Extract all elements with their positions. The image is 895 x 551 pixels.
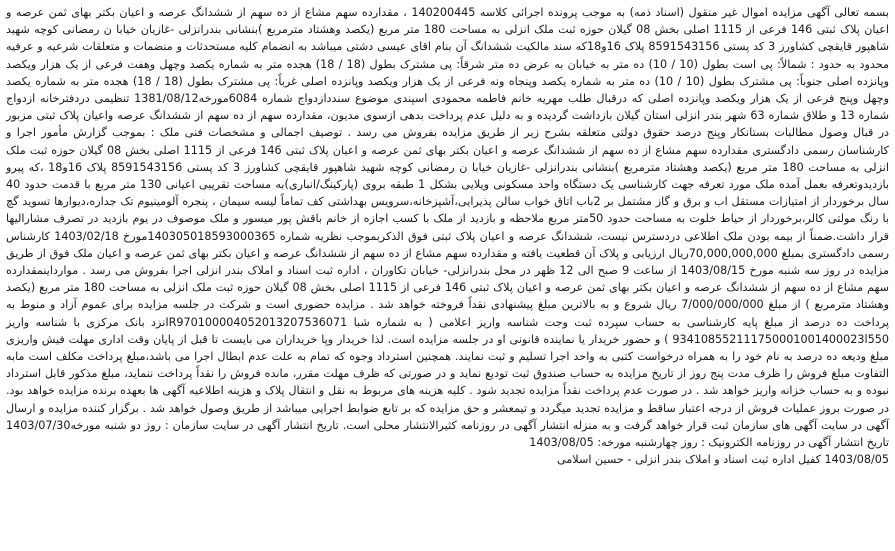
- notice-body-text: بسمه تعالی آگهی مزایده اموال غیر منقول (اسناد ذمه) به موجب پرونده اجرائی کلاسه 140200445 ، مقدارده سهم مشاع از ده سهم از ششدانگ عرصه و اعیان بکتر بهای ثمن عرصه و اعیان پلاک ثبتی 146 فرعی از 1115 اصلی بخش 08 گیلان حوزه ثبت ملک انزلی به مساحت 180 متر مربع (یکصد وهشتاد مترمربع )بنشانی بندرانزلی -غازیان خیابا ن رمضانی کوچه شهید شاهپور قایقچی کشاورز 3 کد پستی 8591543156 پلاک 16و18که سند مالکیت ششدانگ آن بنام اقای عیسی دشتی میباشد به انضمام کلیه مستحدثات و منضمات و متعلقات شرعیه و عرفیه محدود به حدود : شمالاً: پی است بطول (10 / 10) ده متر به خیابان به عرض ده متر شرقاً: پی مشترک بطول (18 / 18) هجده متر به شماره یکصد وچهل وهفت فرعی از یک هزار ویکصد وپانزده اصلی جنوباً: پی مشترک بطول (10 / 10) ده متر به شماره یکصد وپنجاه ونه فرعی از یک هزار ویکصد وپانزده اصلی غرباً: پی مشترک بطول (18 / 18) هجده متر به شماره یکصد وچهل وپنج فرعی از یک هزار ویکصد وپانزده اصلی که درقبال طلب مهریه خانم فاطمه محمودی اسپندی موضوع سنددازدواج شماره 6084مورخه1381/08/12 تنظیمی دردفترخانه ازدواج شماره 13 و طلاق شماره 63 شهر بندر انزلی استان گیلان بازداشت گردیده و به دلیل عدم پرداخت بدهی ازسوی مدیون، مقدارده سهم از ده سهم از ششدانگ عرصه واعیان پلاک ثبتی مزبور در قبال وصول مطالبات بستانکار وپنج درصد حقوق دولتی متعلقه بشرح زیر از طریق مزایده بفروش می رسد . توصیف اجمالی و مشخصات فنی ملک : بموجب گزارش مأمور اجرا و کارشناسان رسمی دادگستری مقدارده سهم مشاع از ده سهم از ششدانگ عرصه و اعیان بکتر بهای ثمن عرصه و اعیان پلاک ثبتی 146 فرعی از 1115 اصلی بخش 08 گیلان حوزه ثبت ملک انزلی به مساحت 180 متر مربع (یکصد وهشتاد مترمربع )بنشانی بندرانزلی -غازیان خیابا ن رمضانی کوچه شهید شاهپور قایقچی کشاورز 3 کد پستی 8591543156 پلاک 16و18 ،که پیرو بازدیدوتعرفه بعمل آمده ملک مورد تعرفه جهت کارشناسی یک دستگاه واحد مسکونی ویلایی بشکل 1 طبقه بروی (پارکینگ/انباری)به مساحت تقریبی اعیانی 130 متر مربع با قدمت حدود 40 سال برخوردار از امتیازات مستقل اب و برق و گاز مشتمل بر 2باب اتاق خواب سالن پذیرایی،آشپزخانه،سرویس بهداشتی کف تماماً لیسه سیمان ، پنجره آلومینیوم تک جداره،دیوارها تسوید گچ با رنگ مولتی کالر،برخوردار از حیاط خلوت به مساحت حدود 50متر مربع ملاحظه و بازدید از ملک با کسب اجازه از خانم باقش پور میسور و ملک موصوف در یوم بازدید در تصرف مشارالیها قرار داشت.ضمناً از بیمه بودن ملک اطلاعی دردسترس نیست، ششدانگ عرصه و اعیان پلاک ثبتی فوق الذکربموجب نظریه شماره 140305018593000365مورخ 1403/02/18 کارشناس رسمی دادگستری بمبلغ 70,000,000,000ریال ارزیابی و پلاک آن قطعیت یافته و مقدارده سهم مشاع از ده سهم از ششدانگ عرصه و اعیان بکتر بهای ثمن عرصه و اعیان ملک فوق از طریق مزایده در روز سه شنبه مورخ 1403/08/15 از ساعت 9 صبح الی 12 ظهر در محل بندرانزلی- خیابان تکاوران ، اداره ثبت اسناد و املاک بندر انزلی اجرا بفروش می رسد . موارداینمقدارده سهم مشاع از ده سهم از ششدانگ عرصه و اعیان بکتر بهای ثمن عرصه و اعیان پلاک ثبتی 146 فرعی از 1115 اصلی بخش 08 گیلان حوزه ثبت ملک انزلی به مساحت 180 متر مربع (یکصد وهشتاد مترمربع ) از مبلغ 7/000/000/000 ریال شروع و به بالاترین مبلغ پیشنهادی نقداً فروخته خواهد شد . مزایده حضوری است و شرکت در جلسه مزایده برای عموم آزاد و منوط به پرداخت ده درصد از مبلغ پایه کارشناسی به حساب سپرده ثبت وجت شناسه واریز اعلامی ( به شماره شبا IR970100004052013207536071نزد بانک مرکزی با شناسه واریز 934108552111750001001400023l550 ) و حضور خریدار یا نماینده قانونی او در جلسه مزایده است. لذا خریدار وپا خریداران می بایست تا قبل از پایان وقت اداری مهلت فیش واریزی مبلغ ودیعه ده درصد به نام خود را به همراه درخواست کتبی به واحد اجرا تسلیم و ثبت نمایند. همچنین استرداد وجوه که تمام به علت عدم ابطال اجرا می باشد،مبلغ پرداخت مکلف است مابه التفاوت مبلغ فروش را ظرف مدت پنج روز از تاریخ مزایده به حساب صندوق ثبت تودیع نماید و در صورتی که ظرف مهلت مقرر، مانده فروش را نقداً پرداخت ننماید، مبلغ مذکور قابل استرداد نبوده و به حساب خزانه واریز خواهد شد . در صورت عدم پرداخت نقداً مزایده تجدید شود . کلیه هزینه های مربوط به نقل و انتقال پلاک و هزینه اطلاعیه آگهی ها بعهده برنده مزایده خواهد بود. در صورت بروز عملیات فروش از درجه اعتبار ساقط و مزایده تجدید میگردد و تیمعشر و حق مزایده که بر تابع ضوابط اجرایی میباشد از طریق وصول خواهد شد . برگزار کننده مزایده و ارسال آگهی در سایت آگهی های سازمان ثبت قرار خواهد گرفت و به منزله انتشار آگهی در روزنامه کثیرالانتشار محلی است. تاریخ انتشار آگهی در سایت سازمان : روز دو شنبه مورخه1403/07/30 تاریخ انتشار آگهی در روزنامه الکترونیک : روز چهارشنبه مورخه: 1403/08/05: [6, 6, 890, 450]
- notice-signature: 1403/08/05 کفیل اداره ثبت اسناد و املاک بندر انزلی - حسین اسلامی: [556, 453, 889, 467]
